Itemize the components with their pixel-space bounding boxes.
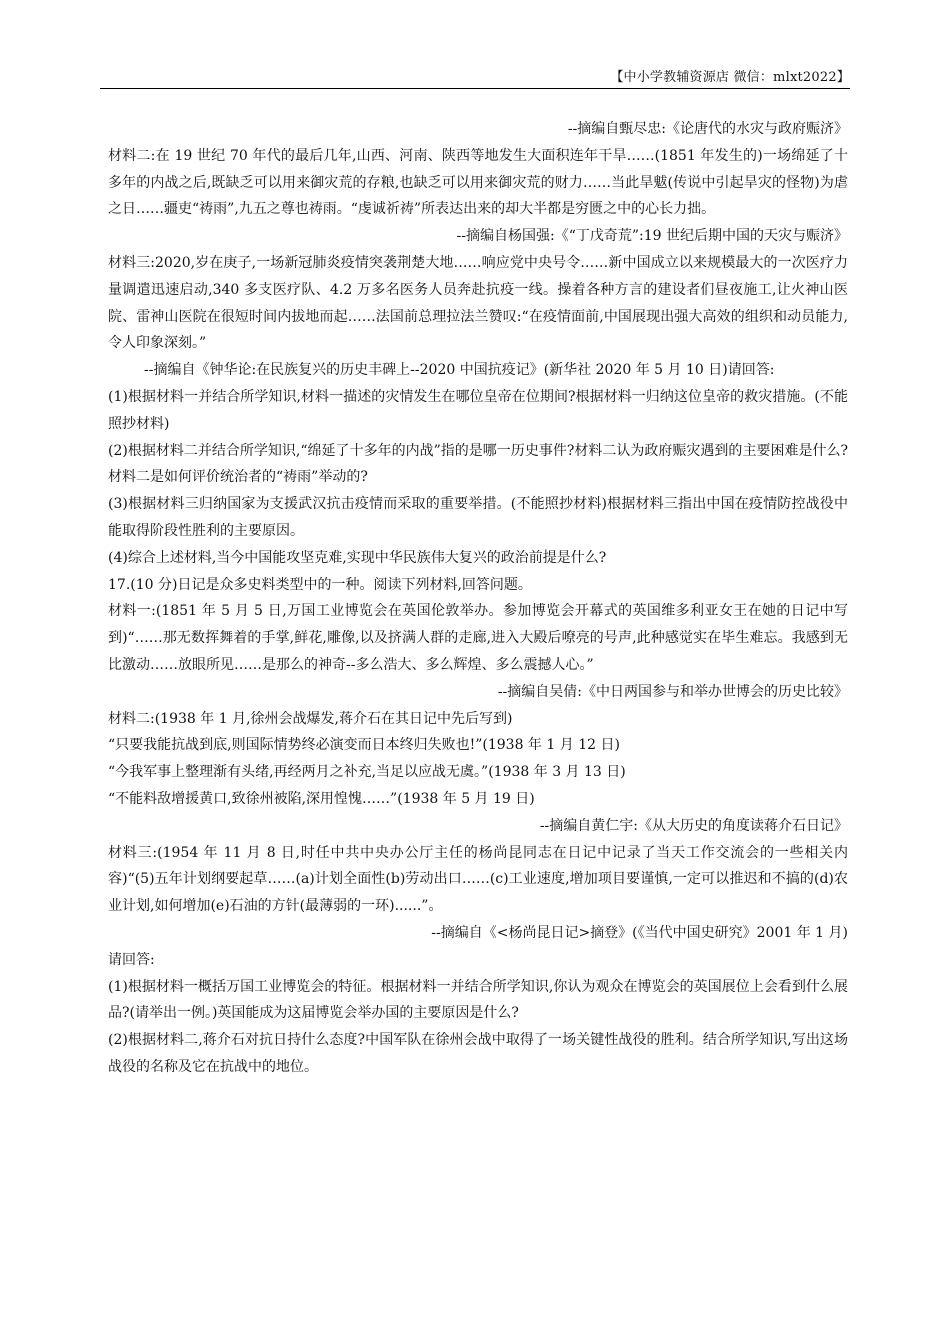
- material-paragraph: 材料二:在 19 世纪 70 年代的最后几年,山西、河南、陕西等地发生大面积连年干旱……(1851 年发生的)一场绵延了十多年的内战之后,既缺乏可以用来御灾荒的存粮,也缺乏可以用来御灾荒的财力……当此旱魃(传说中引起旱灾的怪物)为虐之日……疆吏“祷雨”,九五之尊也祷雨。“虔诚祈祷”所表达出来的却大半都是穷匮之中的心长力拙。: [108, 147, 848, 218]
- question-item: (2)根据材料二,蒋介石对抗日持什么态度?中国军队在徐州会战中取得了一场关键性战役的胜利。结合所学知识,写出这场战役的名称及它在抗战中的地位。: [108, 1032, 848, 1075]
- source-citation: --摘编自甄尽忠:《论唐代的水灾与政府赈济》: [567, 121, 848, 137]
- material-paragraph: 材料三:(1954 年 11 月 8 日,时任中共中央办公厅主任的杨尚昆同志在日记中记录了当天工作交流会的一些相关内容)“(5)五年计划纲要起草……(a)计划全面性(b)劳动出口……(c)工业速度,增加项目要谨慎,一定可以推迟和不搞的(d)农业计划,如何增加(e)石油的方针(最薄弱的一环)......”。: [108, 844, 848, 915]
- source-citation: --摘编自《钟华论:在民族复兴的历史丰碑上--2020 中国抗疫记》(新华社 2020 年 5 月 10 日)请回答:: [144, 362, 775, 379]
- source-citation: --摘编自《<杨尚昆日记>摘登》(《当代中国史研究》2001 年 1 月): [431, 924, 848, 941]
- material-paragraph: 材料二:(1938 年 1 月,徐州会战爆发,蒋介石在其日记中先后写到): [108, 710, 513, 727]
- source-citation: --摘编自杨国强:《“丁戊奇荒”:19 世纪后期中国的天灾与赈济》: [456, 228, 848, 245]
- question-item: (4)综合上述材料,当今中国能攻坚克难,实现中华民族伟大复兴的政治前提是什么?: [108, 549, 607, 566]
- question-item: (2)根据材料二并结合所学知识,“绵延了十多年的内战”指的是哪一历史事件?材料二认为政府赈灾遇到的主要困难是什么?材料二是如何评价统治者的“祷雨”举动的?: [108, 442, 848, 486]
- material-paragraph: 材料一:(1851 年 5 月 5 日,万国工业博览会在英国伦敦举办。参加博览会开幕式的英国维多利亚女王在她的日记中写到)“……那无数挥舞着的手掌,鲜花,雕像,以及挤满人群的走廊,进入大殿后嘹亮的号声,此种感觉实在毕生难忘。我感到无比激动……放眼所见……是那么的神奇--多么浩大、多么辉煌、多么震撼人心。”: [108, 603, 848, 673]
- question-heading: 17.(10 分)日记是众多史料类型中的一种。阅读下列材料,回答问题。: [108, 576, 532, 593]
- question-item: (1)根据材料一并结合所学知识,材料一描述的灾情发生在哪位皇帝在位期间?根据材料一归纳这位皇帝的救灾措施。(不能照抄材料): [108, 388, 848, 432]
- header-source-label: 【中小学教辅资源店 微信：mlxt2022】: [610, 70, 850, 85]
- material-paragraph: 材料三:2020,岁在庚子,一场新冠肺炎疫情突袭荆楚大地……响应党中央号令……新中国成立以来规模最大的一次医疗力量调遣迅速启动,340 多支医疗队、4.2 万多名医务人员奔赴抗疫一线。操着各种方言的建设者们昼夜施工,让火神山医院、雷神山医院在很短时间内拔地而起……法国前总理拉法兰赞叹:“在疫情面前,中国展现出强大高效的组织和动员能力,令人印象深刻。”: [108, 254, 848, 352]
- document-body: [108, 116, 848, 1081]
- question-item: (3)根据材料三归纳国家为支援武汉抗击疫情而采取的重要举措。(不能照抄材料)根据材料三指出中国在疫情防控战役中能取得阶段性胜利的主要原因。: [108, 496, 848, 539]
- source-citation: --摘编自黄仁宇:《从大历史的角度读蒋介石日记》: [539, 817, 848, 834]
- answer-prompt: 请回答:: [108, 951, 155, 968]
- diary-quote: “不能料敌增援黄口,致徐州被陷,深用惶愧……”(1938 年 5 月 19 日): [108, 790, 535, 807]
- diary-quote: “只要我能抗战到底,则国际情势终必演变而日本终归失败也!”(1938 年 1 月 12 日): [108, 737, 620, 754]
- source-citation: --摘编自吴倩:《中日两国参与和举办世博会的历史比较》: [497, 683, 848, 700]
- header-divider: [100, 88, 850, 89]
- question-item: (1)根据材料一概括万国工业博览会的特征。根据材料一并结合所学知识,你认为观众在博览会的英国展位上会看到什么展品?(请举出一例。)英国能成为这届博览会举办国的主要原因是什么?: [108, 978, 848, 1022]
- diary-quote: “今我军事上整理渐有头绪,再经两月之补充,当足以应战无虞。”(1938 年 3 月 13 日): [108, 764, 626, 781]
